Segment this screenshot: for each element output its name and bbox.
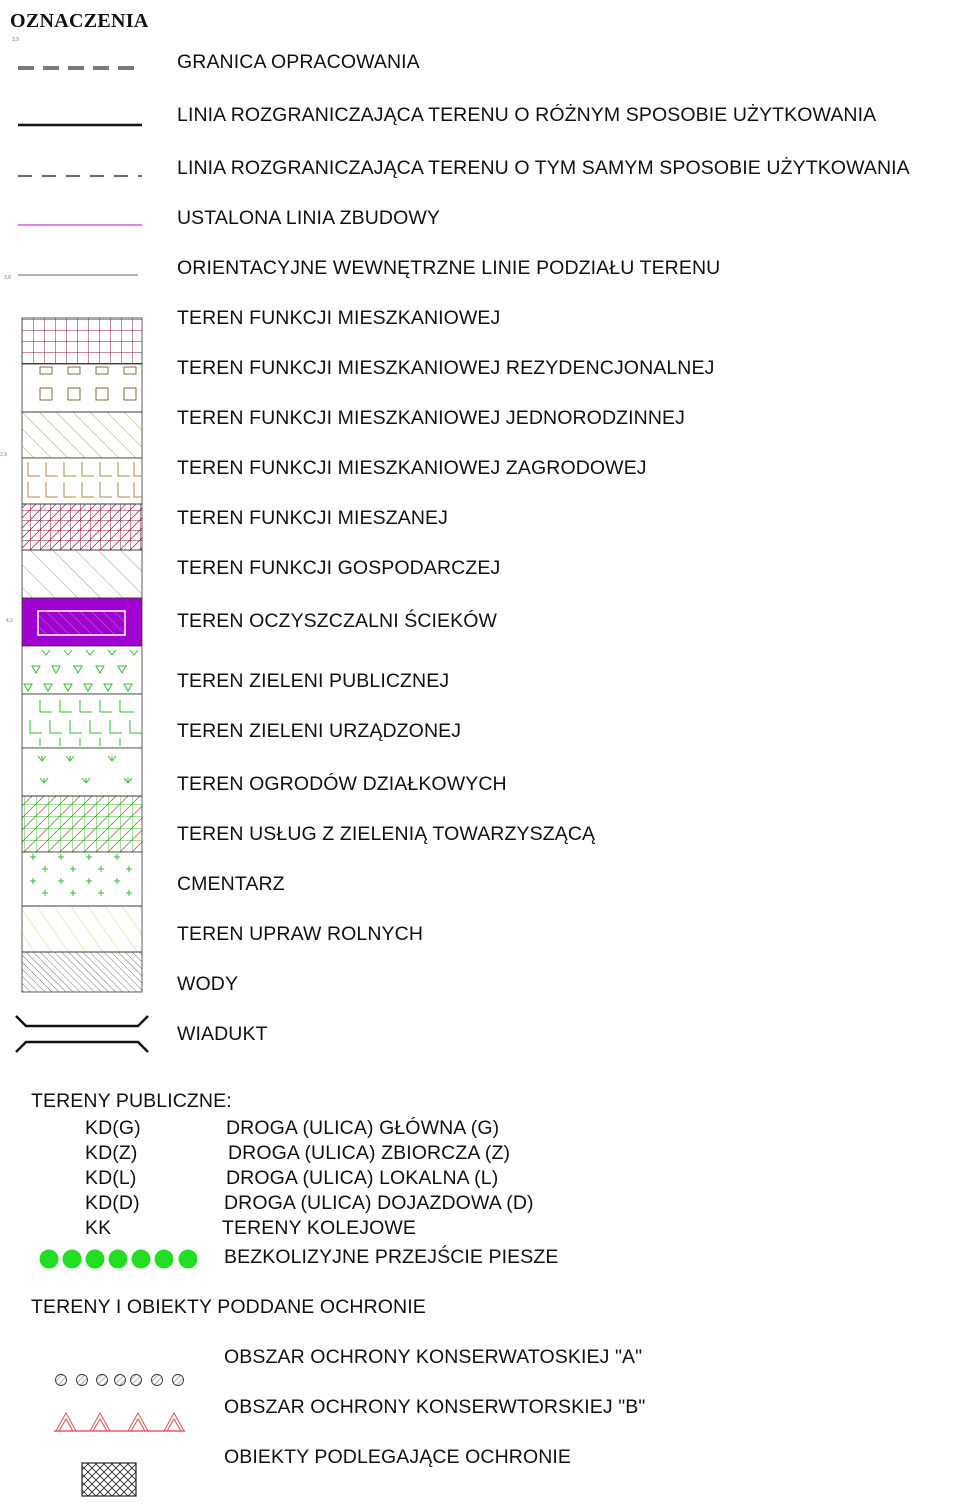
viaduct-icon <box>16 1016 148 1052</box>
green-dots-icon <box>40 1250 198 1269</box>
legend-label-linia-ten-sam: LINIA ROZGRANICZAJĄCA TERENU O TYM SAMYM SPOSOBIE UŻYTKOWANIA <box>177 157 910 179</box>
public-desc: DROGA (ULICA) LOKALNA (L) <box>226 1167 499 1189</box>
tiny-mark: 3,9 <box>0 452 7 458</box>
public-desc: DROGA (ULICA) DOJAZDOWA (D) <box>224 1192 534 1214</box>
legend-label-area: TEREN FUNKCJI MIESZKANIOWEJ JEDNORODZINNEJ <box>177 407 685 429</box>
cross-grid-hatch-icon <box>22 504 142 550</box>
legend-label-area: TEREN FUNKCJI MIESZKANIOWEJ <box>177 307 501 329</box>
public-desc: TERENY KOLEJOWE <box>222 1217 417 1239</box>
legend-label-area: TEREN OGRODÓW DZIAŁKOWYCH <box>177 773 507 795</box>
public-code: KD(L) <box>85 1167 137 1189</box>
public-code: KD(Z) <box>85 1142 138 1164</box>
public-code: KK <box>85 1217 112 1239</box>
public-code: KD(D) <box>85 1192 140 1214</box>
tiny-mark: 3,8 <box>4 275 11 281</box>
protected-heading: TERENY I OBIEKTY PODDANE OCHRONIE <box>31 1296 426 1318</box>
public-desc: DROGA (ULICA) GŁÓWNA (G) <box>226 1117 500 1139</box>
grid-hatch-icon <box>22 318 142 364</box>
legend-label-area: TEREN FUNKCJI MIESZKANIOWEJ REZYDENCJONALNEJ <box>177 357 715 379</box>
protected-label: OBSZAR OCHRONY KONSERWTORSKIEJ "B" <box>224 1396 646 1418</box>
legend-label-area: CMENTARZ <box>177 873 285 895</box>
crosshatch-square-icon <box>82 1463 136 1496</box>
legend-title: OZNACZENIA <box>10 10 149 32</box>
legend-label-area: TEREN OCZYSZCZALNI ŚCIEKÓW <box>177 610 498 632</box>
diagonal-hatch-icon <box>22 412 142 458</box>
red-triangles-icon <box>54 1413 185 1431</box>
tiny-mark: 3,9 <box>12 37 19 43</box>
legend-label-linie-podzialu: ORIENTACYJNE WEWNĘTRZNE LINIE PODZIAŁU TERENU <box>177 257 721 279</box>
legend-label-linia-zbudowy: USTALONA LINIA ZBUDOWY <box>177 207 440 229</box>
legend-label-area: TEREN FUNKCJI GOSPODARCZEJ <box>177 557 501 579</box>
public-heading: TERENY PUBLICZNE: <box>31 1090 232 1112</box>
protected-label: OBSZAR OCHRONY KONSERWATOSKIEJ "A" <box>224 1346 643 1368</box>
sewage-inner <box>38 611 125 635</box>
tiny-mark: 4,2 <box>6 618 13 624</box>
green-brown-grid-icon <box>22 796 142 852</box>
legend-label-granica: GRANICA OPRACOWANIA <box>177 51 420 73</box>
legend-label-wiadukt: WIADUKT <box>177 1023 268 1045</box>
green-crosses-icon <box>22 852 142 906</box>
public-desc: DROGA (ULICA) ZBIORCZA (Z) <box>228 1142 511 1164</box>
crossing-label: BEZKOLIZYJNE PRZEJŚCIE PIESZE <box>224 1246 559 1268</box>
legend-label-area: WODY <box>177 973 239 995</box>
legend-label-area: TEREN FUNKCJI MIESZANEJ <box>177 507 448 529</box>
hatched-circles-icon <box>56 1375 184 1386</box>
public-code: KD(G) <box>85 1117 141 1139</box>
legend-label-linia-rozny: LINIA ROZGRANICZAJĄCA TERENU O RÓŻNYM SPOSOBIE UŻYTKOWANIA <box>177 104 877 126</box>
legend-label-area: TEREN ZIELENI URZĄDZONEJ <box>177 720 462 742</box>
dense-diagonal-hatch-icon <box>22 952 142 992</box>
legend-label-area: TEREN FUNKCJI MIESZKANIOWEJ ZAGRODOWEJ <box>177 457 647 479</box>
legend-label-area: TEREN UPRAW ROLNYCH <box>177 923 424 945</box>
legend-label-area: TEREN ZIELENI PUBLICZNEJ <box>177 670 450 692</box>
protected-label: OBIEKTY PODLEGAJĄCE OCHRONIE <box>224 1446 572 1468</box>
light-diagonal-hatch-icon <box>22 906 142 952</box>
legend-label-area: TEREN USŁUG Z ZIELENIĄ TOWARZYSZĄCĄ <box>177 823 596 845</box>
green-arrows-icon <box>22 748 142 796</box>
diagonal-hatch-purple-icon <box>22 550 142 598</box>
